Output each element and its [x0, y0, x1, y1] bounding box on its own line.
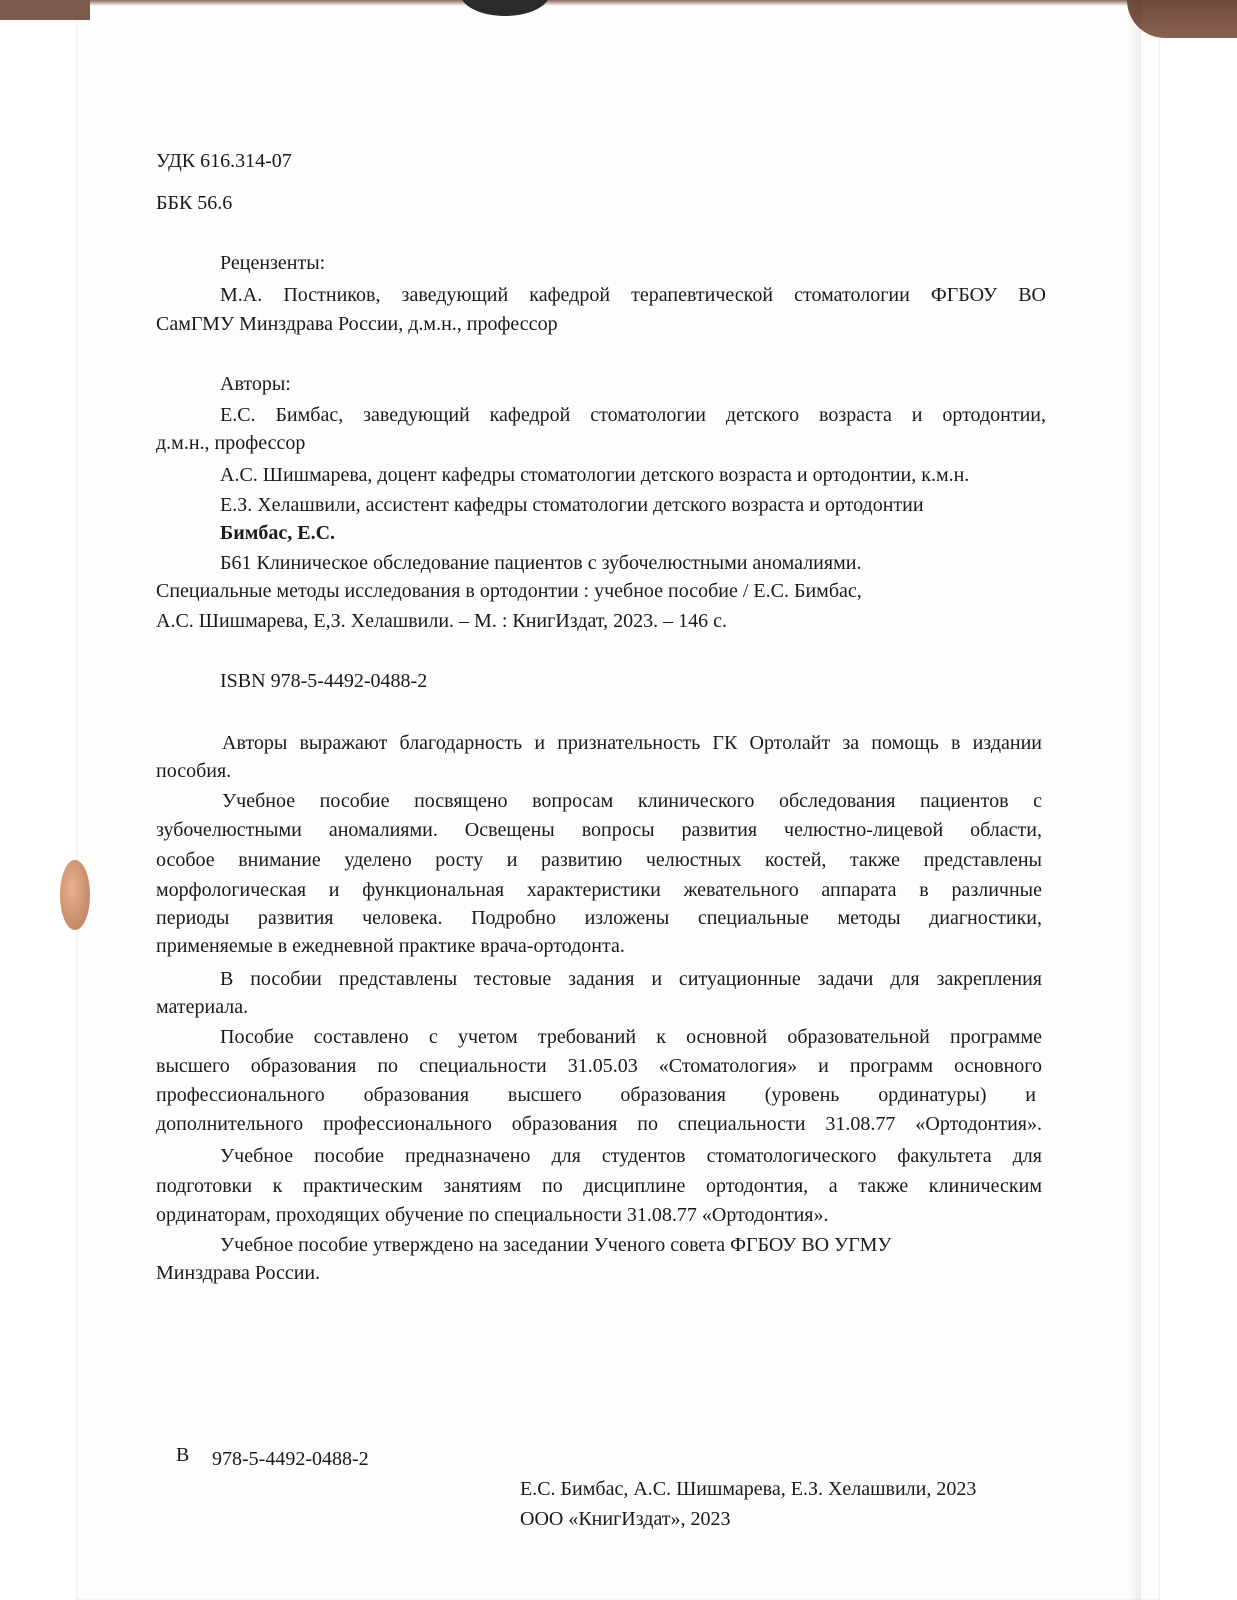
catalog-main-author: Бимбас, Е.С.: [220, 522, 336, 544]
copyright-publisher: ООО «КнигИздат», 2023: [520, 1508, 731, 1530]
finger-edge: [60, 860, 90, 930]
catalog-line-1: Б61 Клиническое обследование пациентов с зубочелюстными аномалиями.: [220, 552, 862, 574]
abstract-p4-line-3: ординаторам, проходящих обучение по специальности 31.08.77 «Ортодонтия».: [156, 1204, 829, 1226]
catalog-line-2: Специальные методы исследования в ортодонтии : учебное пособие / Е.С. Бимбас,: [156, 580, 862, 602]
abstract-p5-line-2: Минздрава России.: [156, 1262, 321, 1284]
copyright-authors: Е.С. Бимбас, А.С. Шишмарева, Е.З. Хелашвили, 2023: [520, 1478, 977, 1500]
abstract-p1-line-2: зубочелюстными аномалиями. Освещены вопросы развития челюстно-лицевой области,: [156, 819, 1042, 841]
footer-isbn-letter: В: [176, 1444, 190, 1466]
reviewers-heading: Рецензенты:: [220, 252, 326, 274]
abstract-p5-line-1: Учебное пособие утверждено на заседании Ученого совета ФГБОУ ВО УГМУ: [220, 1234, 892, 1256]
page-binding-shadow: [1127, 0, 1141, 1600]
abstract-p3-line-3: профессионального образования высшего образования (уровень ординатуры) и: [156, 1084, 1036, 1106]
author-2: А.С. Шишмарева, доцент кафедры стоматологии детского возраста и ортодонтии, к.м.н.: [220, 464, 970, 486]
abstract-p3-line-1: Пособие составлено с учетом требований к основной образовательной программе: [220, 1026, 1042, 1048]
page-top-shadow: [76, 0, 1160, 6]
abstract-p4-line-2: подготовки к практическим занятиям по дисциплине ортодонтия, а также клиническим: [156, 1175, 1042, 1197]
abstract-p1-line-4: морфологическая и функциональная характеристики жевательного аппарата в различные: [156, 879, 1042, 901]
abstract-p3-line-4: дополнительного профессионального образования по специальности 31.08.77 «Ортодонтия».: [156, 1113, 1042, 1135]
abstract-p3-line-2: высшего образования по специальности 31.05.03 «Стоматология» и программ основного: [156, 1055, 1042, 1077]
photo-background-top-left: [0, 0, 90, 20]
abstract-p2-line-2: материала.: [156, 996, 249, 1018]
footer-isbn-number: 978-5-4492-0488-2: [212, 1448, 369, 1470]
author-1-line-1: Е.С. Бимбас, заведующий кафедрой стоматологии детского возраста и ортодонтии,: [220, 404, 1046, 426]
abstract-p1-line-1: Учебное пособие посвящено вопросам клинического обследования пациентов с: [222, 790, 1042, 812]
reviewer-line-1: М.А. Постников, заведующий кафедрой терапевтической стоматологии ФГБОУ ВО: [220, 284, 1046, 306]
abstract-p2-line-1: В пособии представлены тестовые задания и ситуационные задачи для закрепления: [220, 968, 1042, 990]
thanks-line-1: Авторы выражают благодарность и признательность ГК Ортолайт за помощь в издании: [222, 732, 1042, 754]
authors-heading: Авторы:: [220, 373, 291, 395]
author-1-line-2: д.м.н., профессор: [156, 432, 306, 454]
reviewer-line-2: СамГМУ Минздрава России, д.м.н., профессор: [156, 313, 558, 335]
photo-background-left: [0, 0, 76, 1600]
bbk-code: ББК 56.6: [156, 192, 233, 214]
abstract-p1-line-3: особое внимание уделено росту и развитию челюстных костей, также представлены: [156, 849, 1042, 871]
abstract-p1-line-6: применяемые в ежедневной практике врача-ортодонта.: [156, 935, 625, 957]
abstract-p1-line-5: периоды развития человека. Подробно изложены специальные методы диагностики,: [156, 907, 1042, 929]
author-3: Е.З. Хелашвили, ассистент кафедры стоматологии детского возраста и ортодонтии: [220, 494, 924, 516]
isbn: ISBN 978-5-4492-0488-2: [220, 670, 428, 692]
udk-code: УДК 616.314-07: [156, 150, 292, 172]
catalog-line-3: А.С. Шишмарева, Е,З. Хелашвили. – М. : КнигИздат, 2023. – 146 с.: [156, 610, 727, 632]
thanks-line-2: пособия.: [156, 760, 232, 782]
abstract-p4-line-1: Учебное пособие предназначено для студентов стоматологического факультета для: [220, 1145, 1042, 1167]
